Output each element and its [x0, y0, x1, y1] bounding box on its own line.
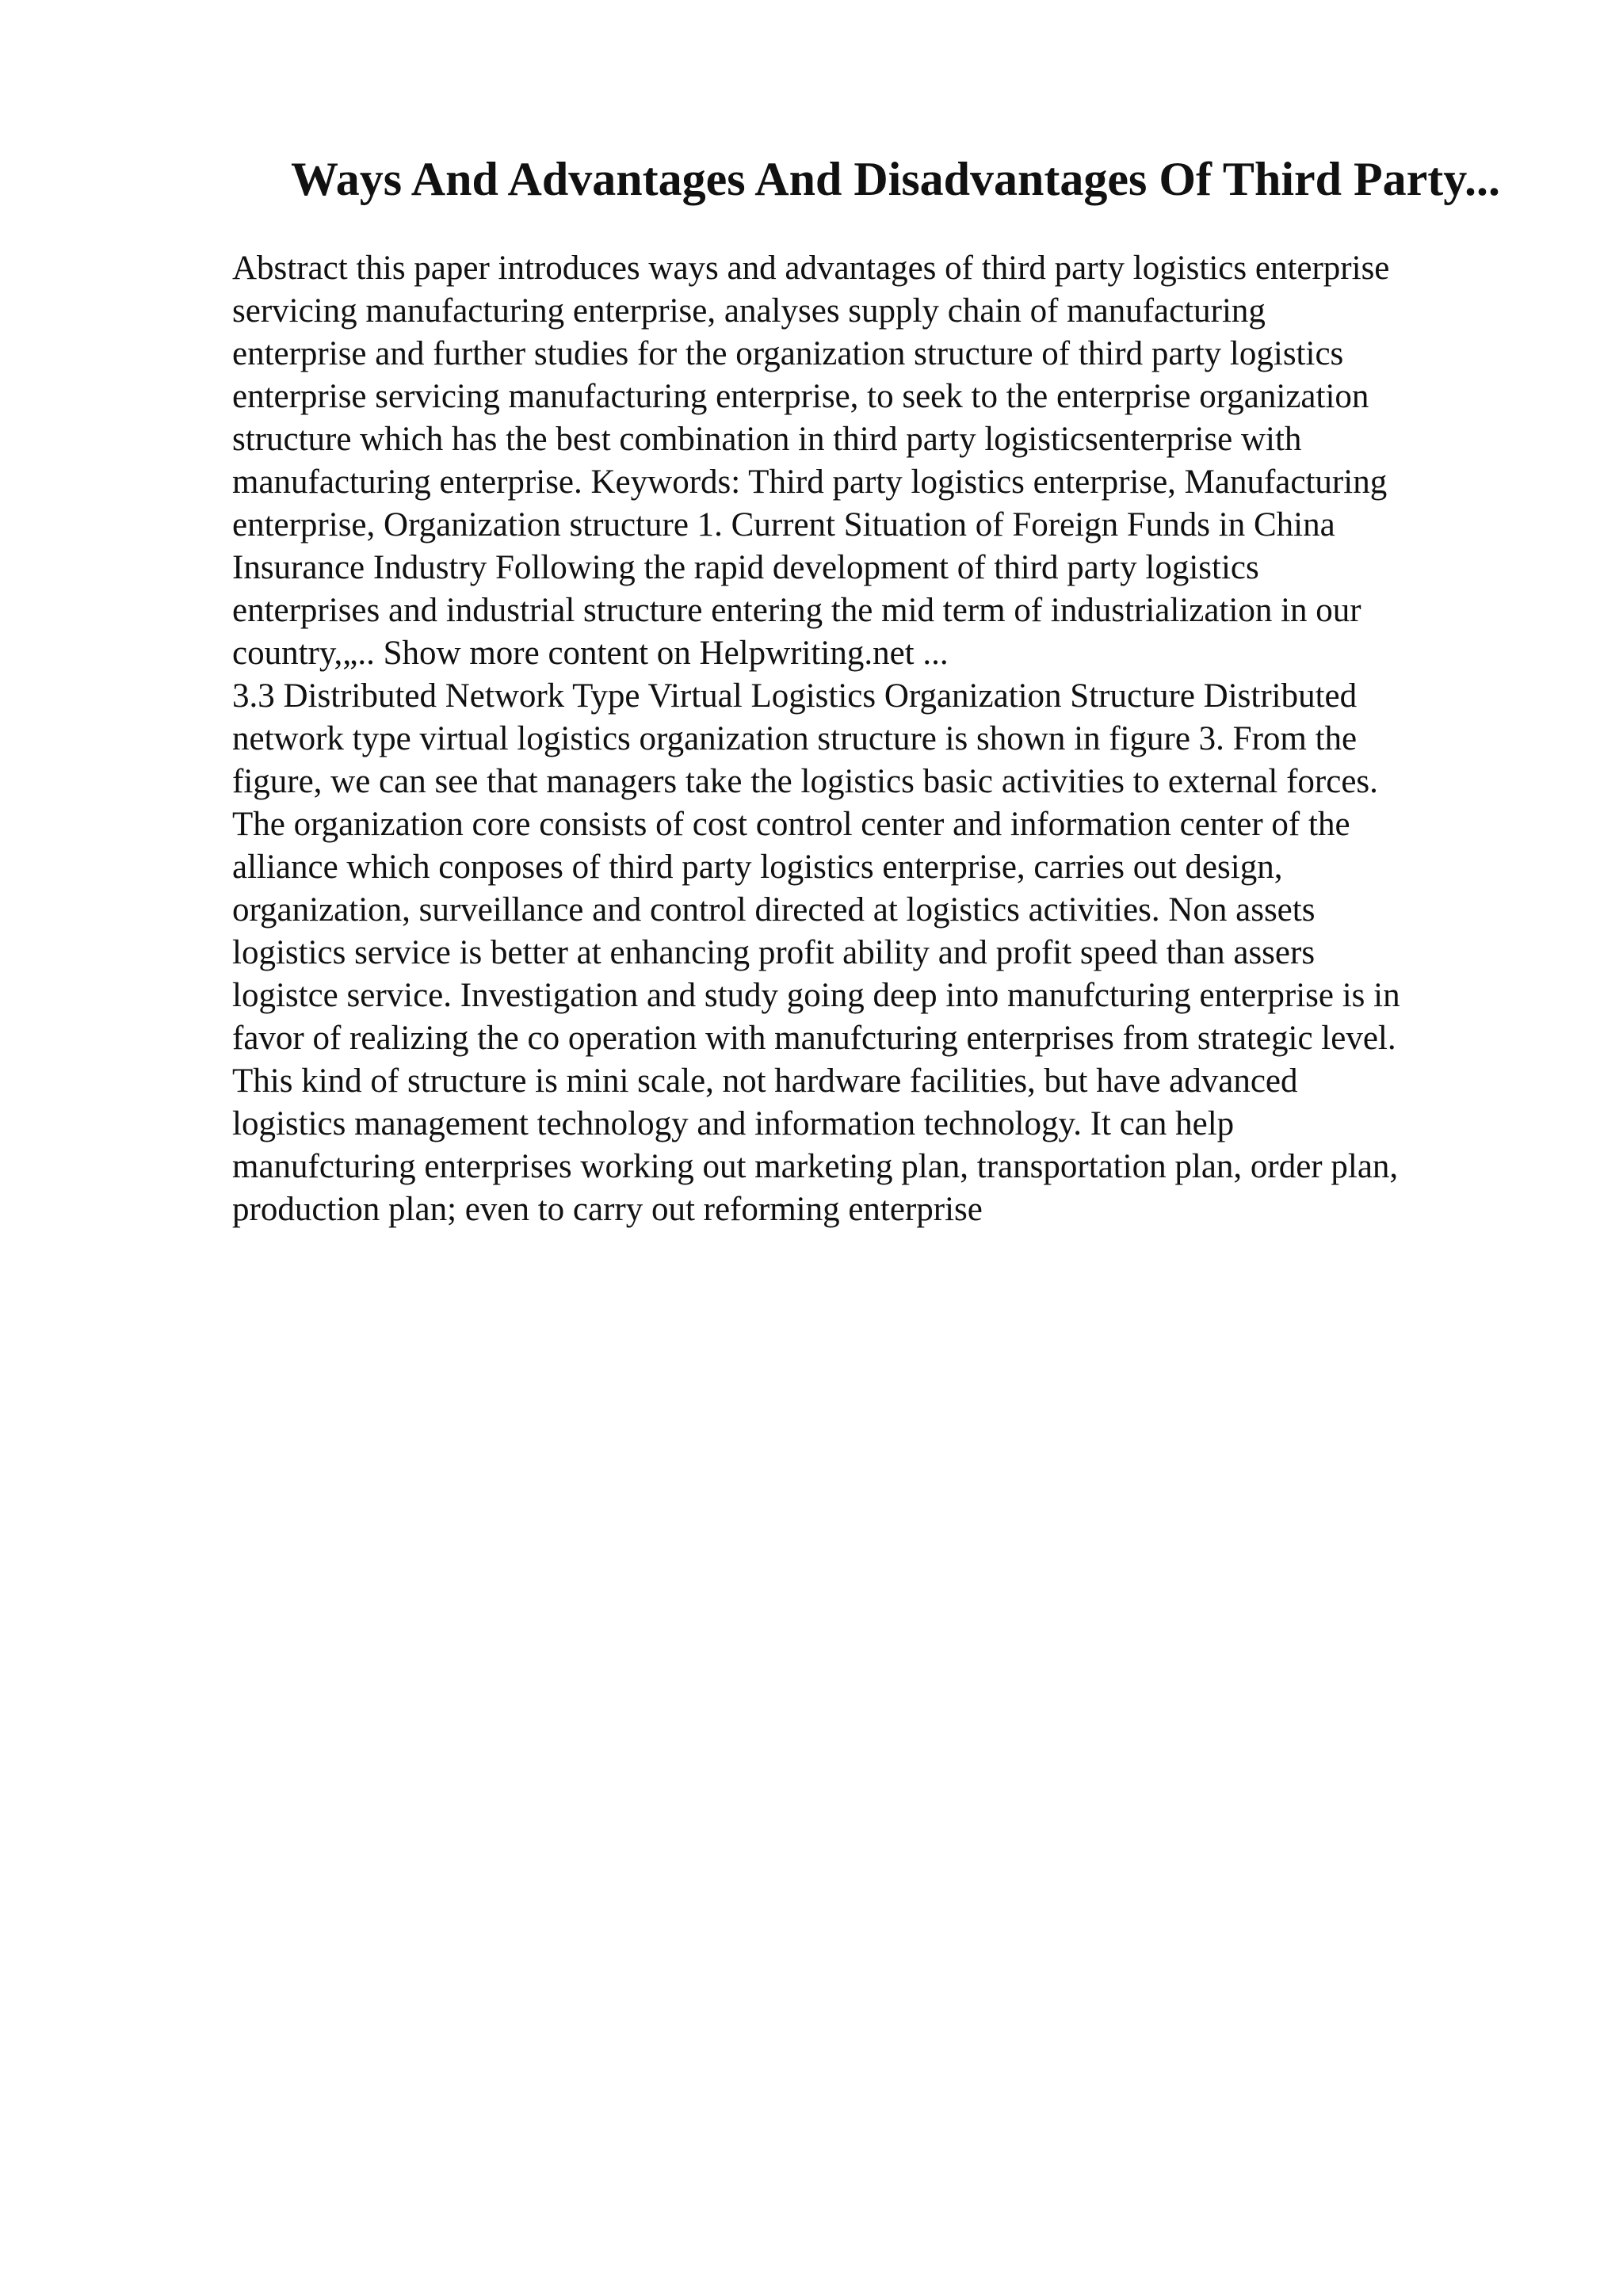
text-line: production plan; even to carry out reforming enterprise	[232, 1191, 983, 1228]
text-line: servicing manufacturing enterprise, analyses supply chain of manufacturing	[232, 292, 1266, 330]
text-line: manufcturing enterprises working out marketing plan, transportation plan, order plan,	[232, 1148, 1399, 1185]
document-title: Ways And Advantages And Disadvantages Of Third Party...	[291, 153, 1500, 205]
text-line: figure, we can see that managers take the logistics basic activities to external forces.	[232, 763, 1378, 800]
text-line: enterprise and further studies for the organization structure of third party logistics	[232, 335, 1344, 372]
text-line: enterprise, Organization structure 1. Current Situation of Foreign Funds in China	[232, 506, 1335, 543]
paragraph-section-3-3	[232, 675, 1524, 1231]
text-line: Insurance Industry Following the rapid development of third party logistics	[232, 549, 1259, 586]
text-line: Abstract this paper introduces ways and advantages of third party logistics enterprise	[232, 250, 1390, 287]
text-line: country,„.. Show more content on Helpwriting.net ...	[232, 635, 949, 672]
document-body	[232, 247, 1524, 1231]
paragraph-abstract	[232, 247, 1524, 675]
text-line: alliance which conposes of third party logistics enterprise, carries out design,	[232, 849, 1283, 886]
text-line: 3.3 Distributed Network Type Virtual Logistics Organization Structure Distributed	[232, 677, 1358, 715]
text-line: structure which has the best combination in third party logisticsenterprise with	[232, 421, 1302, 458]
text-line: The organization core consists of cost control center and information center of the	[232, 806, 1350, 843]
text-line: logistce service. Investigation and study going deep into manufcturing enterprise is in	[232, 977, 1400, 1014]
text-line: enterprise servicing manufacturing enterprise, to seek to the enterprise organization	[232, 378, 1369, 415]
text-line: manufacturing enterprise. Keywords: Third party logistics enterprise, Manufacturing	[232, 463, 1388, 501]
text-line: logistics management technology and information technology. It can help	[232, 1105, 1235, 1142]
text-line: favor of realizing the co operation with manufcturing enterprises from strategic level.	[232, 1020, 1396, 1057]
text-line: This kind of structure is mini scale, not hardware facilities, but have advanced	[232, 1062, 1298, 1100]
text-line: organization, surveillance and control directed at logistics activities. Non assets	[232, 891, 1316, 929]
text-line: network type virtual logistics organization structure is shown in figure 3. From the	[232, 720, 1358, 757]
text-line: logistics service is better at enhancing profit ability and profit speed than assers	[232, 934, 1316, 971]
text-line: enterprises and industrial structure entering the mid term of industrialization in our	[232, 592, 1361, 629]
